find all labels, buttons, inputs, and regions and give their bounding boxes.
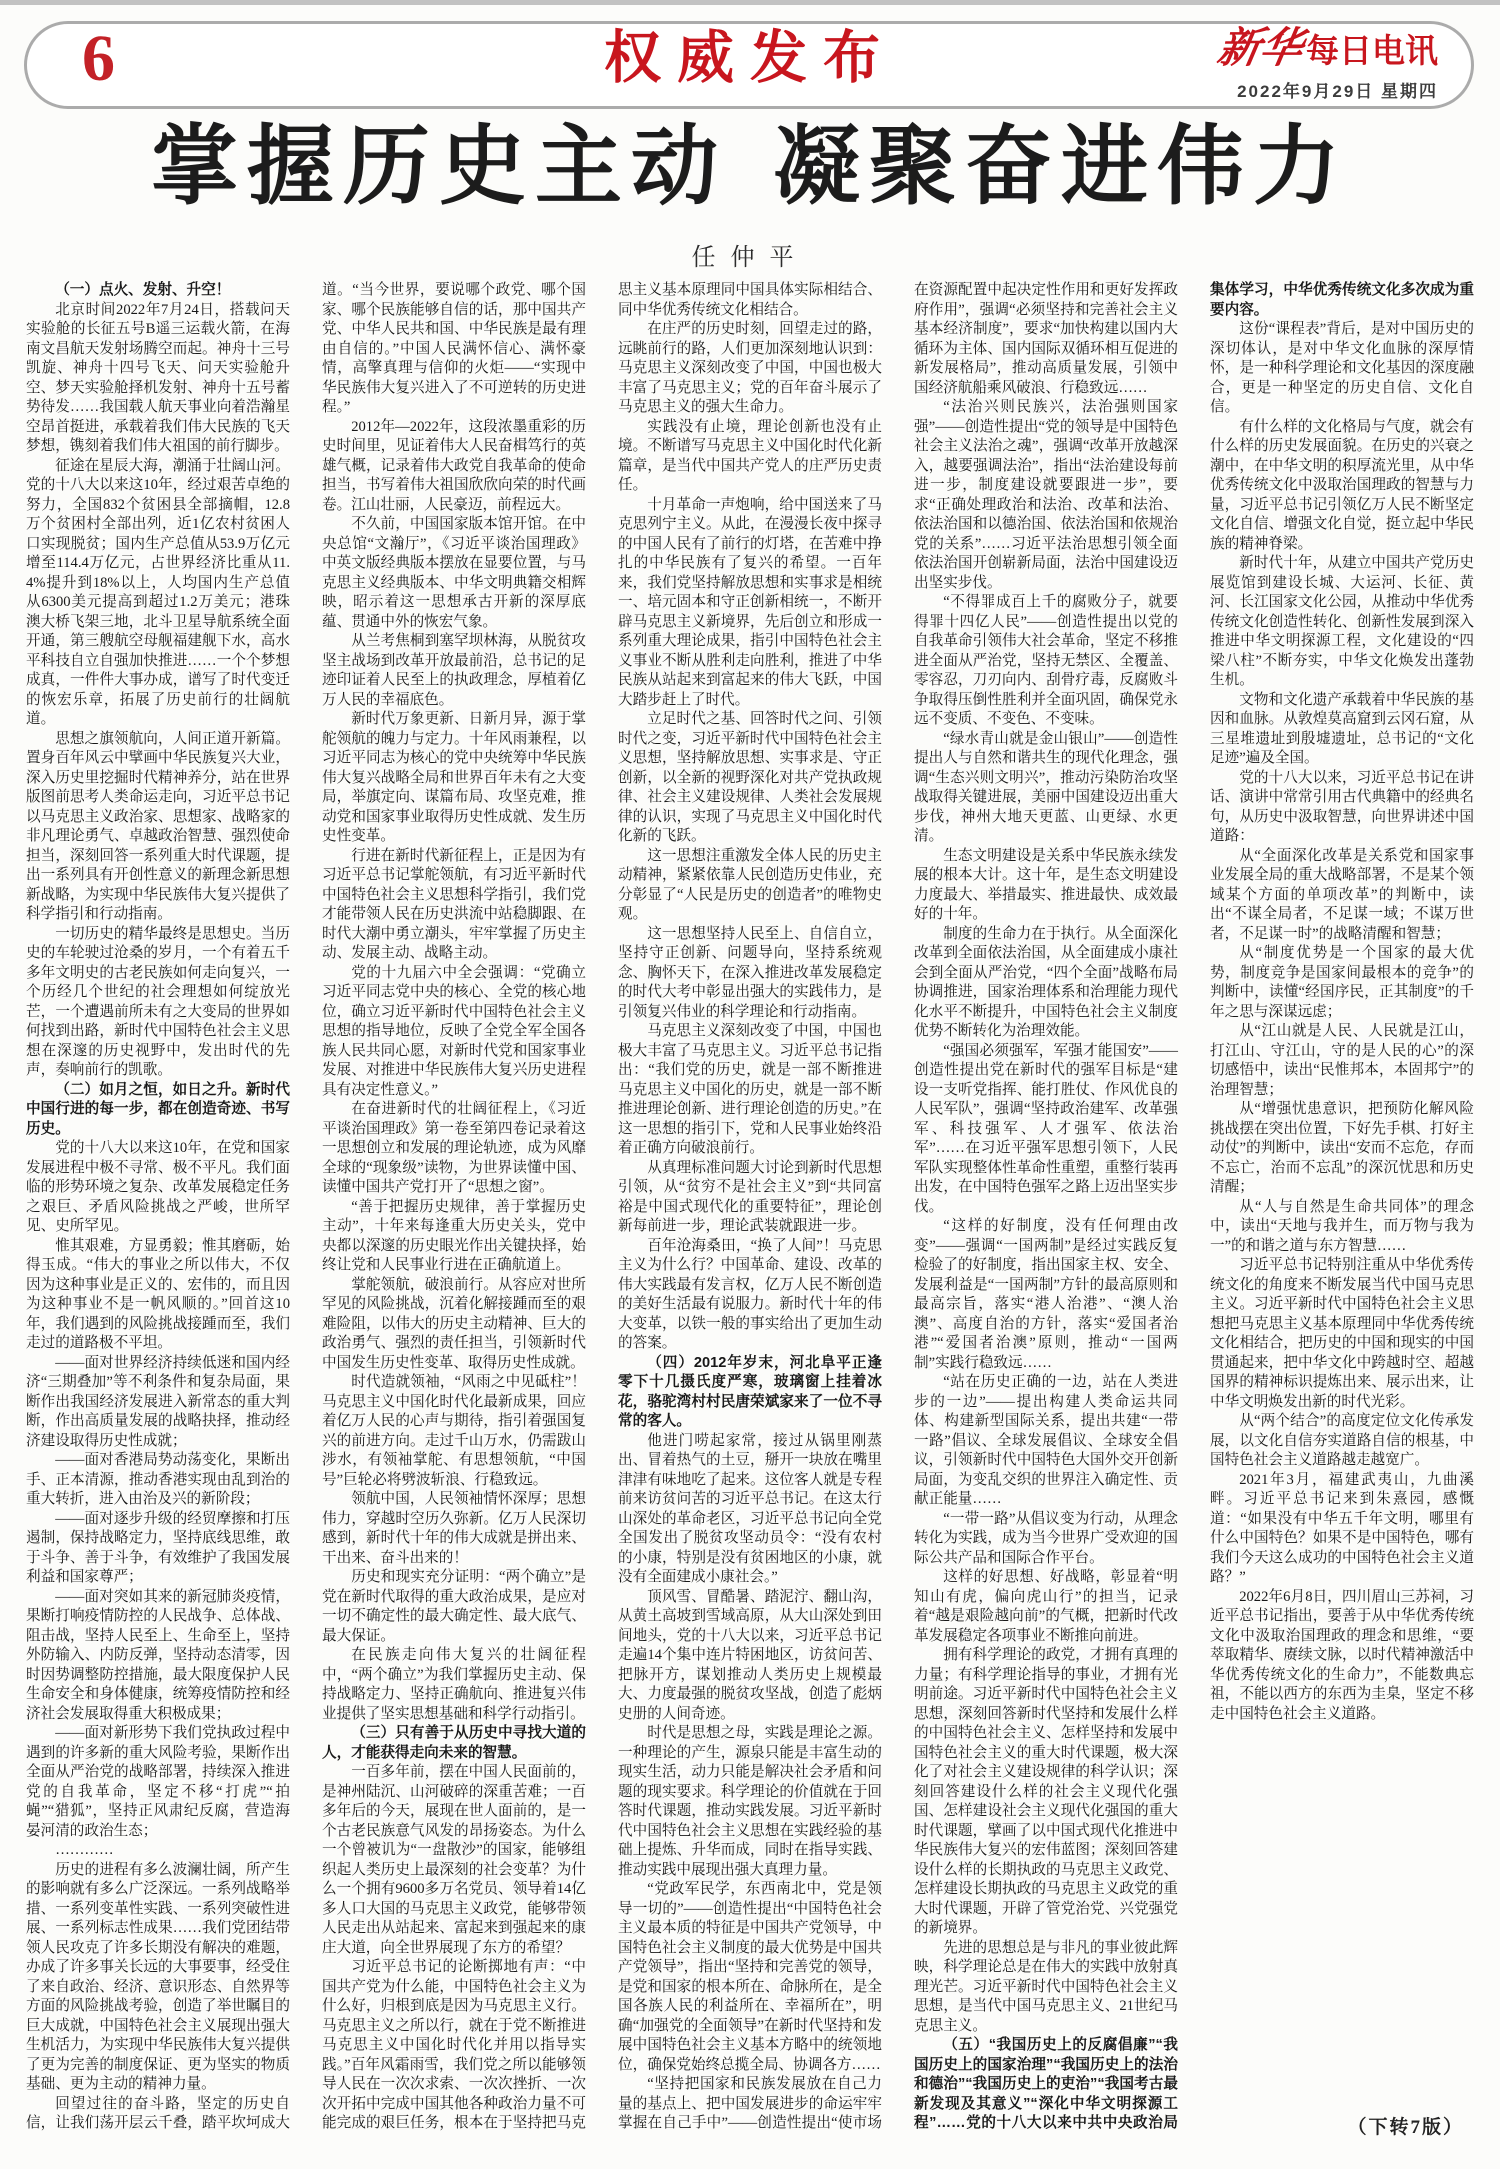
- body-paragraph: 回望过往的奋斗路，坚定的历史自信，让我们荡开层云千叠，踏平坎坷成大道。“当今世界，要说哪个政党、哪个国家、哪个民族能够自信的话，那中国共产党、中华人民共和国、中华民族是最有理由自信的。”中国人民满怀信心、满怀豪情，高擎真理与信仰的火炬——“实现中华民族伟大复兴进入了不可逆转的历史进程。”: [26, 282, 586, 2131]
- page-number: 6: [82, 22, 115, 95]
- body-paragraph: 2022年6月8日，四川眉山三苏祠，习近平总书记指出，要善于从中华优秀传统文化中汲取治国理政的理念和思维，“要萃取精华、赓续文脉，以时代精神激活中华优秀传统文化的生命力”，不能数典忘祖，不能以西方的东西为圭臬，坚定不移走中国特色社会主义道路。: [1210, 1588, 1474, 1722]
- body-paragraph: 习近平总书记特别注重从中华优秀传统文化的角度来不断发展当代中国马克思主义。习近平新时代中国特色社会主义思想把马克思主义基本原理同中华优秀传统文化相结合，把历史的中国和现实的中国贯通起来，把中华文化中跨越时空、超越国界的精神标识提炼出来、展示出来，让中华文明焕发出新的时代光彩。: [1210, 1257, 1474, 1410]
- body-paragraph: 一切历史的精华最终是思想史。当历史的车轮驶过沧桑的岁月，一个有着五千多年文明史的古老民族如何走向复兴，一个历经几个世纪的社会理想如何绽放光芒，一个遭遇前所未有之大变局的世界如何找到出路，新时代中国特色社会主义思想在深邃的历史视野中，发出时代的先声，奏响前行的凯歌。: [26, 925, 290, 1078]
- article-headline: [0, 120, 1500, 214]
- body-paragraph: 党的十九届六中全会强调：“党确立习近平同志党中央的核心、全党的核心地位，确立习近平新时代中国特色社会主义思想的指导地位，反映了全党全军全国各族人民共同心愿，对新时代党和国家事业发展、对推进中华民族伟大复兴历史进程具有决定性意义。”: [322, 964, 586, 1098]
- newspaper-logo-text: 每日电讯: [1306, 32, 1438, 69]
- body-paragraph: 这份“课程表”背后，是对中国历史的深切体认，是对中华文化血脉的深厚情怀，是一种科学理论和文化基因的深度融合，更是一种坚定的历史自信、文化自信。: [1210, 321, 1474, 415]
- body-paragraph: 一百多年前，摆在中国人民面前的，是神州陆沉、山河破碎的深重苦难；一百多年后的今天，展现在世人面前的，是一个古老民族意气风发的昂扬姿态。为什么一个曾被讥为“一盘散沙”的国家，能够组织起人类历史上最深刻的社会变革？为什么一个拥有9600多万名党员、领导着14亿多人口大国的马克思主义政党，能够带领人民走出从站起来、富起来到强起来的康庄大道，向全世界展现了东方的希望？: [322, 1764, 586, 1956]
- body-paragraph: “强国必须强军，军强才能国安”——创造性提出党在新时代的强军目标是“建设一支听党指挥、能打胜仗、作风优良的人民军队”，强调“坚持政治建军、改革强军、科技强军、人才强军、依法治军”……在习近平强军思想引领下，人民军队实现整体性革命性重塑，重整行装再出发，在中国特色强军之路上迈出坚实步伐。: [914, 1042, 1178, 1215]
- body-paragraph: 百年沧海桑田，“换了人间”！马克思主义为什么行？中国革命、建设、改革的伟大实践最有发言权，亿万人民不断创造的美好生活最有说服力。新时代十年的伟大变革，以铁一般的事实给出了更加生动的答案。: [618, 1237, 882, 1351]
- newspaper-logo-script: 新华: [1213, 26, 1307, 72]
- body-paragraph: 行进在新时代新征程上，正是因为有习近平总书记掌舵领航，有习近平新时代中国特色社会主义思想科学指引，我们党才能带领人民在历史洪流中站稳脚跟、在时代大潮中勇立潮头，牢牢掌握了历史主动、发展主动、战略主动。: [322, 847, 586, 961]
- body-paragraph: “不得罪成百上千的腐败分子，就要得罪十四亿人民”——创造性提出以党的自我革命引领伟大社会革命，坚定不移推进全面从严治党，坚持无禁区、全覆盖、零容忍，刀刃向内、刮骨疗毒，反腐败斗争取得压倒性胜利并全面巩固，确保党永远不变质、不变色、不变味。: [914, 594, 1178, 727]
- body-paragraph: 先进的思想总是与非凡的事业彼此辉映，科学理论总是在伟大的实践中放射真理光芒。习近平新时代中国特色社会主义思想，是当代中国马克思主义、21世纪马克思主义。: [914, 1939, 1178, 2034]
- body-paragraph: 历史的进程有多么波澜壮阔，所产生的影响就有多么广泛深远。一系列战略举措、一系列变革性实践、一系列突破性进展、一系列标志性成果……我们党团结带领人民攻克了许多长期没有解决的难题，办成了许多事关长远的大事要事，经受住了来自政治、经济、意识形态、自然界等方面的风险挑战考验，创造了举世瞩目的巨大成就，中国特色社会主义展现出强大生机活力，为实现中华民族伟大复兴提供了更为完善的制度保证、更为坚实的物质基础、更为主动的精神力量。: [26, 1861, 290, 2092]
- body-paragraph: 这一思想坚持人民至上、自信自立，坚持守正创新、问题导向，坚持系统观念、胸怀天下，在深入推进改革发展稳定的时代大考中彰显出强大的实践伟力，是引领复兴伟业的科学理论和行动指南。: [618, 925, 882, 1020]
- body-paragraph: 惟其艰难，方显勇毅；惟其磨砺，始得玉成。“伟大的事业之所以伟大，不仅因为这种事业是正义的、宏伟的，而且因为这种事业不是一帆风顺的。”回首这10年，我们遇到的风险挑战接踵而至，我们走过的道路极不平坦。: [26, 1237, 290, 1351]
- body-paragraph: “党政军民学，东西南北中，党是领导一切的”——创造性提出“中国特色社会主义最本质的特征是中国共产党领导，中国特色社会主义制度的最大优势是中国共产党领导”，指出“坚持和完善党的领导，是党和国家的根本所在、命脉所在，是全国各族人民的利益所在、幸福所在”，明确“加强党的全面领导”在新时代坚持和发展中国特色社会主义基本方略中的统领地位，确保党始终总揽全局、协调各方……: [618, 1881, 882, 2073]
- headline-part2: 凝聚奋进伟力: [773, 118, 1349, 215]
- body-paragraph: 北京时间2022年7月24日，搭载问天实验舱的长征五号B遥三运载火箭，在海南文昌航天发射场腾空而起。神舟十三号凯旋、神舟十四号飞天、问天实验舱升空、梦天实验舱择机发射、神舟十五号蓄势待发……我国载人航天事业向着浩瀚星空昂首挺进，承载着我们伟大民族的飞天梦想，镌刻着我们伟大祖国的前行脚步。: [26, 301, 290, 454]
- body-paragraph: 拥有科学理论的政党，才拥有真理的力量；有科学理论指导的事业，才拥有光明前途。习近平新时代中国特色社会主义思想，深刻回答新时代坚持和发展什么样的中国特色社会主义、怎样坚持和发展中国特色社会主义的重大时代课题，极大深化了对社会主义建设规律的科学认识；深刻回答建设什么样的社会主义现代化强国、怎样建设社会主义现代化强国的重大时代课题，擘画了以中国式现代化推进中华民族伟大复兴的宏伟蓝图；深刻回答建设什么样的长期执政的马克思主义政党、怎样建设长期执政的马克思主义政党的重大时代课题，开辟了管党治党、兴党强党的新境界。: [914, 1647, 1178, 1936]
- body-paragraph: 从“人与自然是生命共同体”的理念中，读出“天地与我并生，而万物与我为一”的和谐之道与东方智慧……: [1210, 1198, 1474, 1254]
- section-heading-paragraph: （一）点火、发射、升空！: [55, 282, 231, 298]
- body-paragraph: 从“全面深化改革是关系党和国家事业发展全局的重大战略部署，不是某个领域某个方面的单项改革”的判断中，读出“不谋全局者，不足谋一域；不谋万世者，不足谋一时”的战略清醒和智慧；: [1210, 847, 1474, 942]
- masthead: [1213, 26, 1438, 102]
- body-paragraph: ——面对香港局势动荡变化，果断出手、正本清源，推动香港实现由乱到治的重大转折，进入由治及兴的新阶段；: [26, 1452, 290, 1507]
- body-paragraph: …………: [55, 1842, 114, 1858]
- headline-part1: 掌握历史主动: [151, 118, 727, 215]
- body-paragraph: 从“制度优势是一个国家的最大优势，制度竞争是国家间最根本的竞争”的判断中，读懂“经国序民，正其制度”的千年之思与深谋远虑；: [1210, 945, 1474, 1020]
- body-paragraph: 从“江山就是人民、人民就是江山，打江山、守江山，守的是人民的心”的深切感悟中，读出“民惟邦本，本固邦宁”的治理智慧；: [1210, 1023, 1474, 1098]
- body-paragraph: “绿水青山就是金山银山”——创造性提出人与自然和谐共生的现代化理念，强调“生态兴则文明兴”，推动污染防治攻坚战取得关键进展，美丽中国建设迈出重大步伐，神州大地天更蓝、山更绿、水更清。: [914, 730, 1178, 844]
- body-paragraph: 2012年—2022年，这段浓墨重彩的历史时间里，见证着伟大人民奋楫笃行的英雄气概，记录着伟大政党自我革命的使命担当，书写着伟大祖国欣欣向荣的时代画卷。江山壮丽，人民豪迈，前程远大。: [322, 418, 586, 513]
- body-paragraph: “这样的好制度，没有任何理由改变”——强调“一国两制”是经过实践反复检验了的好制度，指出国家主权、安全、发展利益是“一国两制”方针的最高原则和最高宗旨，落实“港人治港”、“澳人治澳”、高度自治的方针，落实“爱国者治港”“爱国者治澳”原则，推动“一国两制”实践行稳致远……: [914, 1218, 1178, 1371]
- body-paragraph: 十月革命一声炮响，给中国送来了马克思列宁主义。从此，在漫漫长夜中探寻的中国人民有了前行的灯塔，在苦难中挣扎的中华民族有了复兴的希望。一百年来，我们党坚持解放思想和实事求是相统一、培元固本和守正创新相统一，不断开辟马克思主义新境界，先后创立和形成一系列重大理论成果，指引中国特色社会主义事业不断从胜利走向胜利，推进了中华民族从站起来到富起来的伟大飞跃，中国大踏步赶上了时代。: [618, 496, 882, 708]
- body-paragraph: 马克思主义深刻改变了中国，中国也极大丰富了马克思主义。习近平总书记指出：“我们党的历史，就是一部不断推进马克思主义中国化的历史，就是一部不断推进理论创新、进行理论创造的历史。”在这一思想的指引下，党和人民事业始终沿着正确方向破浪前行。: [618, 1023, 882, 1156]
- page-top-rule: [0, 0, 1500, 5]
- newspaper-logo: [1213, 26, 1438, 72]
- section-title: 权威发布: [604, 27, 896, 90]
- body-paragraph: 新时代万象更新、日新月异，源于掌舵领航的魄力与定力。十年风雨兼程，以习近平同志为核心的党中央统筹中华民族伟大复兴战略全局和世界百年未有之大变局，举旗定向、谋篇布局、攻坚克难，推动党和国家事业取得历史性成就、发生历史性变革。: [322, 711, 586, 844]
- body-paragraph: 实践没有止境，理论创新也没有止境。不断谱写马克思主义中国化时代化新篇章，是当代中国共产党人的庄严历史责任。: [618, 418, 882, 493]
- body-paragraph: 这一思想注重激发全体人民的历史主动精神，紧紧依靠人民创造历史伟业，充分彰显了“人民是历史的创造者”的唯物史观。: [618, 847, 882, 922]
- body-paragraph: 2021年3月，福建武夷山，九曲溪畔。习近平总书记来到朱熹园，感慨道：“如果没有中华五千年文明，哪里有什么中国特色？如果不是中国特色，哪有我们今天这么成功的中国特色社会主义道路？”: [1210, 1471, 1474, 1585]
- body-paragraph: ——面对突如其来的新冠肺炎疫情，果断打响疫情防控的人民战争、总体战、阻击战，坚持人民至上、生命至上，坚持外防输入、内防反弹，坚持动态清零，因时因势调整防控措施，最大限度保护人民生命安全和身体健康，统筹疫情防控和经济社会发展取得重大积极成果；: [26, 1588, 290, 1722]
- body-paragraph: 生态文明建设是关系中华民族永续发展的根本大计。这十年，是生态文明建设力度最大、举措最实、推进最快、成效最好的十年。: [914, 847, 1178, 922]
- body-paragraph: 在奋进新时代的壮阔征程上，《习近平谈治国理政》第一卷至第四卷记录着这一思想创立和发展的理论轨迹，成为风靡全球的“现象级”读物，为世界读懂中国、读懂中国共产党打开了“思想之窗”。: [322, 1101, 586, 1195]
- body-paragraph: 领航中国，人民领袖情怀深厚；思想伟力，穿越时空历久弥新。亿万人民深切感到，新时代十年的伟大成就是拼出来、干出来、奋斗出来的！: [322, 1491, 586, 1566]
- body-paragraph: 思想之旗领航向，人间正道开新篇。置身百年风云中擘画中华民族复兴大业，深入历史里挖掘时代精神养分，站在世界版图前思考人类命运走向，习近平总书记以马克思主义政治家、思想家、战略家的非凡理论勇气、卓越政治智慧、强烈使命担当，深刻回答一系列重大时代课题，提出一系列具有开创性意义的新理念新思想新战略，为实现中华民族伟大复兴提供了科学指引和行动指南。: [26, 730, 290, 922]
- body-paragraph: 他进门唠起家常，接过从锅里刚蒸出、冒着热气的土豆，掰开一块放在嘴里津津有味地吃了起来。这位客人就是专程前来访贫问苦的习近平总书记。在这太行山深处的革命老区，习近平总书记向全党全国发出了脱贫攻坚动员令：“没有农村的小康，特别是没有贫困地区的小康，就没有全面建成小康社会。”: [618, 1432, 882, 1585]
- body-paragraph: 掌舵领航，破浪前行。从容应对世所罕见的风险挑战，沉着化解接踵而至的艰难险阻，以伟大的历史主动精神、巨大的政治勇气、强烈的责任担当，引领新时代中国发生历史性变革、取得历史性成就。: [322, 1276, 586, 1371]
- body-paragraph: 征途在星辰大海，潮涌于壮阔山河。党的十八大以来这10年，经过艰苦卓绝的努力，全国832个贫困县全部摘帽，12.8万个贫困村全部出列，近1亿农村贫困人口实现脱贫；国内生产总值从53.9万亿元增至114.4万亿元，占世界经济比重从11.4%提升到18%以上，人均国内生产总值从6300美元提高到超过1.2万美元；港珠澳大桥飞架三地，北斗卫星导航系统全面开通，第三艘航空母舰福建舰下水，高水平科技自立自强加快推进……一个个梦想成真，一件件大事办成，谱写了时代变迁的恢宏乐章，拓展了历史前行的壮阔航道。: [26, 457, 290, 727]
- body-paragraph: 从“两个结合”的高度定位文化传承发展，以文化自信夯实道路自信的根基，中国特色社会主义道路越走越宽广。: [1210, 1413, 1474, 1468]
- body-paragraph: 顶风雪、冒酷暑、踏泥泞、翻山沟，从黄土高坡到雪域高原，从大山深处到田间地头，党的十八大以来，习近平总书记走遍14个集中连片特困地区，访贫问苦、把脉开方，谋划推动人类历史上规模最大、力度最强的脱贫攻坚战，创造了彪炳史册的人间奇迹。: [618, 1588, 882, 1722]
- body-paragraph: 从“增强忧患意识，把预防化解风险挑战摆在突出位置，下好先手棋、打好主动仗”的判断中，读出“安而不忘危，存而不忘亡，治而不忘乱”的深沉忧思和历史清醒；: [1210, 1101, 1474, 1195]
- body-paragraph: 在民族走向伟大复兴的壮阔征程中，“两个确立”为我们掌握历史主动、保持战略定力、坚持正确航向、推进复兴伟业提供了坚实思想基础和科学行动指引。: [322, 1647, 586, 1722]
- body-paragraph: 党的十八大以来这10年，在党和国家发展进程中极不寻常、极不平凡。我们面临的形势环境之复杂、改革发展稳定任务之艰巨、矛盾风险挑战之严峻，世所罕见、史所罕见。: [26, 1140, 290, 1234]
- body-paragraph: 历史和现实充分证明：“两个确立”是党在新时代取得的重大政治成果，是应对一切不确定性的最大确定性、最大底气、最大保证。: [322, 1569, 586, 1644]
- publication-date: 2022年9月29日 星期四: [1237, 82, 1438, 101]
- body-paragraph: 时代是思想之母，实践是理论之源。一种理论的产生，源泉只能是丰富生动的现实生活，动力只能是解决社会矛盾和问题的现实要求。科学理论的价值就在于回答时代课题，推动实践发展。习近平新时代中国特色社会主义思想在实践经验的基础上提炼、升华而成，同时在指导实践、推动实践中展现出强大真理力量。: [618, 1725, 882, 1878]
- body-paragraph: “一带一路”从倡议变为行动，从理念转化为实践，成为当今世界广受欢迎的国际公共产品和国际合作平台。: [914, 1510, 1178, 1566]
- body-paragraph: ——面对世界经济持续低迷和国内经济“三期叠加”等不利条件和复杂局面，果断作出我国经济发展进入新常态的重大判断，作出高质量发展的战略抉择，推动经济建设取得历史性成就；: [26, 1354, 290, 1449]
- body-paragraph: 立足时代之基、回答时代之问、引领时代之变，习近平新时代中国特色社会主义思想，坚持解放思想、实事求是、守正创新，以全新的视野深化对共产党执政规律、社会主义建设规律、人类社会发展规律的认识，实现了马克思主义中国化时代化新的飞跃。: [618, 711, 882, 844]
- section-heading-paragraph: （四）2012年岁末，河北阜平正逢零下十几摄氏度严寒，玻璃窗上挂着冰花，骆驼湾村村民唐荣斌家来了一位不寻常的客人。: [618, 1354, 882, 1429]
- body-paragraph: 制度的生命力在于执行。从全面深化改革到全面依法治国，从全面建成小康社会到全面从严治党，“四个全面”战略布局协调推进，国家治理体系和治理能力现代化水平不断提升，中国特色社会主义制度优势不断转化为治理效能。: [914, 925, 1178, 1039]
- body-paragraph: 从真理标准问题大讨论到新时代思想引领，从“贫穷不是社会主义”到“共同富裕是中国式现代化的重要特征”，理论创新每前进一步，理论武装就跟进一步。: [618, 1159, 882, 1234]
- body-paragraph: 新时代十年，从建立中国共产党历史展览馆到建设长城、大运河、长征、黄河、长江国家文化公园，从推动中华优秀传统文化创造性转化、创新性发展到深入推进中华文明探源工程，文化建设的“四梁八柱”不断夯实，中华文化焕发出蓬勃生机。: [1210, 555, 1474, 688]
- body-paragraph: ——面对逐步升级的经贸摩擦和打压遏制，保持战略定力，坚持底线思维，敢于斗争、善于斗争，有效维护了我国发展利益和国家尊严；: [26, 1510, 290, 1585]
- body-paragraph: 时代造就领袖，“风雨之中见砥柱”！马克思主义中国化时代化最新成果，回应着亿万人民的心声与期待，指引着强国复兴的前进方向。走过千山万水，仍需跋山涉水，有领袖掌舵、有思想领航，“中国号”巨轮必将劈波斩浪、行稳致远。: [322, 1374, 586, 1488]
- body-paragraph: 有什么样的文化格局与气度，就会有什么样的历史发展面貌。在历史的兴衰之潮中，在中华文明的积厚流光里，从中华优秀传统文化中汲取治国理政的智慧与力量，习近平总书记引领亿万人民不断坚定文化自信、增强文化自觉，挺立起中华民族的精神脊梁。: [1210, 418, 1474, 552]
- body-paragraph: “坚持把国家和民族发展放在自己力量的基点上、把中国发展进步的命运牢牢掌握在自己手中”——创造性提出“使市场在资源配置中起决定性作用和更好发挥政府作用”，强调“必须坚持和完善社会主义基本经济制度”，要求“加快构建以国内大循环为主体、国内国际双循环相互促进的新发展格局”，推动高质量发展，引领中国经济航船乘风破浪、行稳致远……: [618, 282, 1178, 2131]
- body-paragraph: 习近平总书记的论断掷地有声：“中国共产党为什么能，中国特色社会主义为什么好，归根到底是因为马克思主义行。马克思主义之所以行，就在于党不断推进马克思主义中国化时代化并用以指导实践。”百年风霜雨雪，我们党之所以能够领导人民在一次次求索、一次次挫折、一次次开拓中完成中国其他各种政治力量不可能完成的艰巨任务，根本在于坚持把马克思主义基本原理同中国具体实际相结合、同中华优秀传统文化相结合。: [322, 282, 882, 2131]
- section-heading-paragraph: （二）如月之恒，如日之升。新时代中国行进的每一步，都在创造奇迹、书写历史。: [26, 1081, 290, 1137]
- continuation-notice: （下转7版）: [1347, 2117, 1464, 2138]
- body-paragraph: 不久前，中国国家版本馆开馆。在中央总馆“文瀚厅”，《习近平谈治国理政》中英文版经典版本摆放在显要位置，与马克思主义经典版本、中华文明典籍交相辉映，昭示着这一思想承古开新的深厚底蕴、贯通中外的恢宏气象。: [322, 516, 586, 630]
- article-body-columns: [26, 281, 1474, 2139]
- section-heading-paragraph: （五）“我国历史上的反腐倡廉”“我国历史上的国家治理”“我国历史上的法治和德治”“我国历史上的吏治”“我国考古最新发现及其意义”“深化中华文明探源工程”……党的十八大以来中共中央政治局集体学习，中华优秀传统文化多次成为重要内容。: [914, 282, 1474, 2131]
- body-paragraph: “法治兴则民族兴，法治强则国家强”——创造性提出“党的领导是中国特色社会主义法治之魂”，强调“改革开放越深入，越要强调法治”，指出“法治建设每前进一步，制度建设就要跟进一步”，要求“正确处理政治和法治、改革和法治、依法治国和以德治国、依法治国和依规治党的关系”……习近平法治思想引领全面依法治国开创崭新局面，法治中国建设迈出坚实步伐。: [914, 399, 1178, 591]
- body-paragraph: ——面对新形势下我们党执政过程中遇到的许多新的重大风险考验，果断作出全面从严治党的战略部署，持续深入推进党的自我革命，坚定不移“打虎”“拍蝇”“猎狐”，坚持正风肃纪反腐，营造海晏河清的政治生态；: [26, 1725, 290, 1839]
- article-byline: 任仲平: [691, 244, 809, 271]
- body-paragraph: 在庄严的历史时刻，回望走过的路，远眺前行的路，人们更加深刻地认识到：马克思主义深刻改变了中国，中国也极大丰富了马克思主义；党的百年奋斗展示了马克思主义的强大生命力。: [618, 321, 882, 415]
- body-paragraph: “善于把握历史规律，善于掌握历史主动”，十年来每逢重大历史关头，党中央都以深邃的历史眼光作出关键抉择，始终让党和人民事业行进在正确航道上。: [322, 1198, 586, 1273]
- section-heading-paragraph: （三）只有善于从历史中寻找大道的人，才能获得走向未来的智慧。: [322, 1725, 586, 1761]
- body-paragraph: 从兰考焦桐到塞罕坝林海，从脱贫攻坚主战场到改革开放最前沿，总书记的足迹印证着人民至上的执政理念，厚植着亿万人民的幸福底色。: [322, 633, 586, 708]
- body-paragraph: “站在历史正确的一边，站在人类进步的一边”——提出构建人类命运共同体、构建新型国际关系，提出共建“一带一路”倡议、全球发展倡议、全球安全倡议，引领新时代中国特色大国外交开创新局面，为变乱交织的世界注入确定性、贡献正能量……: [914, 1374, 1178, 1507]
- body-paragraph: 这样的好思想、好战略，彰显着“明知山有虎，偏向虎山行”的担当，记录着“越是艰险越向前”的气概，把新时代改革发展稳定各项事业不断推向前进。: [914, 1569, 1178, 1644]
- body-paragraph: 文物和文化遗产承载着中华民族的基因和血脉。从敦煌莫高窟到云冈石窟，从三星堆遗址到殷墟遗址，总书记的“文化足迹”遍及全国。: [1210, 691, 1474, 766]
- body-paragraph: 党的十八大以来，习近平总书记在讲话、演讲中常常引用古代典籍中的经典名句，从历史中汲取智慧，向世界讲述中国道路：: [1210, 769, 1474, 844]
